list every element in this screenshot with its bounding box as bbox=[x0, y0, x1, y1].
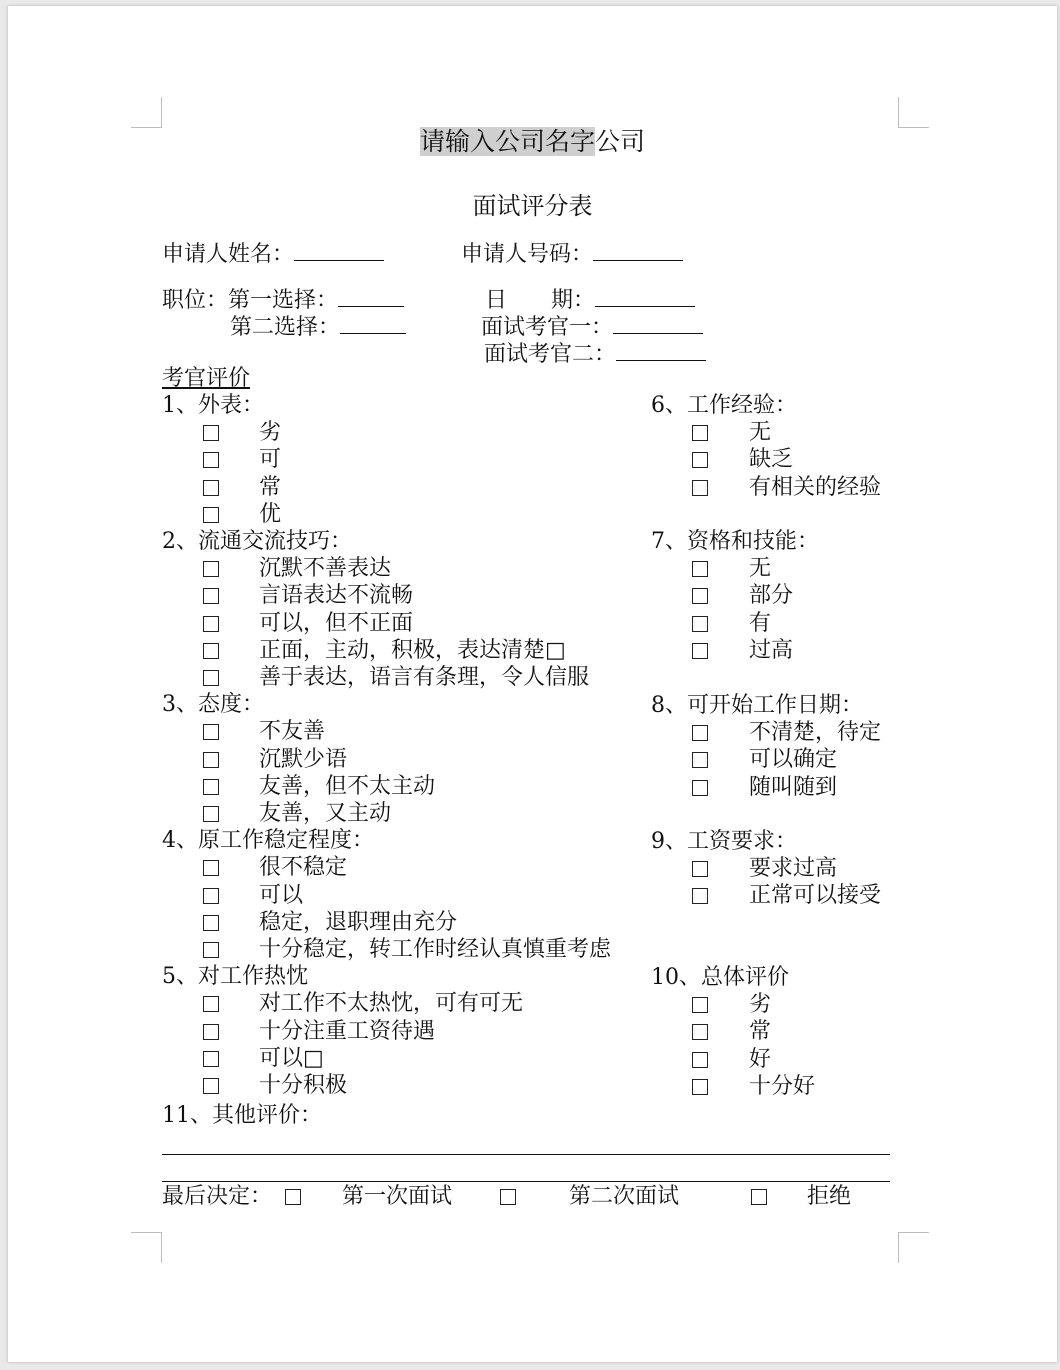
other-evaluation-line-2[interactable] bbox=[162, 1181, 890, 1182]
question-title: 2、流通交流技巧： bbox=[162, 529, 352, 554]
option-label: 友善，但不太主动 bbox=[259, 773, 436, 799]
option-checkbox[interactable] bbox=[203, 670, 219, 686]
option-checkbox[interactable] bbox=[203, 588, 219, 604]
option-checkbox[interactable] bbox=[692, 480, 708, 496]
option-label: 十分注重工资待遇 bbox=[259, 1018, 436, 1044]
option-label: 部分 bbox=[749, 583, 794, 609]
option-label: 十分积极 bbox=[259, 1073, 348, 1098]
question-title: 6、工作经验： bbox=[651, 393, 797, 418]
option-label: 沉默不善表达 bbox=[259, 556, 392, 582]
option-checkbox[interactable] bbox=[203, 1078, 219, 1094]
company-name[interactable] bbox=[8, 126, 1057, 158]
applicant-name-label: 申请人姓名： bbox=[162, 242, 295, 267]
option-label: 无 bbox=[749, 420, 772, 446]
option-checkbox[interactable] bbox=[692, 1052, 708, 1068]
option-label: 稳定，退职理由充分 bbox=[259, 909, 458, 935]
interviewer2-field[interactable] bbox=[616, 338, 706, 361]
option-checkbox[interactable] bbox=[203, 616, 219, 632]
option-checkbox[interactable] bbox=[692, 616, 708, 632]
option-label: 过高 bbox=[749, 637, 794, 663]
option-label: 十分好 bbox=[749, 1073, 816, 1099]
option-label: 正常可以接受 bbox=[749, 883, 882, 909]
question-title: 3、态度： bbox=[162, 692, 264, 718]
question-title: 1、外表： bbox=[162, 393, 264, 418]
option-checkbox[interactable] bbox=[203, 561, 219, 577]
position-first-row bbox=[162, 284, 404, 314]
option-label: 很不稳定 bbox=[259, 855, 348, 881]
option-label: 沉默少语 bbox=[259, 746, 348, 772]
option-label: 劣 bbox=[749, 992, 772, 1018]
other-evaluation-label: 11、其他评价： bbox=[162, 1103, 322, 1128]
final-option-checkbox-1[interactable] bbox=[285, 1189, 301, 1205]
option-checkbox[interactable] bbox=[203, 643, 219, 659]
second-choice-field[interactable] bbox=[340, 311, 406, 334]
interviewer1-label: 面试考官一： bbox=[481, 315, 614, 340]
option-label: 常 bbox=[749, 1019, 772, 1045]
option-checkbox[interactable] bbox=[692, 452, 708, 468]
option-label: 有 bbox=[749, 610, 772, 636]
final-decision-row bbox=[162, 1183, 272, 1210]
interviewer1-field[interactable] bbox=[613, 311, 703, 334]
applicant-name-field[interactable] bbox=[294, 238, 384, 261]
option-checkbox[interactable] bbox=[203, 860, 219, 876]
option-label: 对工作不太热忱，可有可无 bbox=[259, 991, 524, 1017]
option-label: 常 bbox=[259, 474, 282, 500]
option-label: 不清楚，待定 bbox=[749, 720, 882, 746]
crop-mark-bottom-right bbox=[898, 1232, 929, 1263]
date-row bbox=[485, 284, 695, 314]
option-label: 友善，又主动 bbox=[259, 801, 392, 826]
date-field[interactable] bbox=[595, 284, 695, 307]
option-checkbox[interactable] bbox=[203, 507, 219, 523]
applicant-name-row bbox=[162, 238, 384, 268]
company-suffix: 公司 bbox=[595, 127, 646, 156]
option-checkbox[interactable] bbox=[692, 997, 708, 1013]
interviewer1-row bbox=[481, 311, 703, 341]
crop-mark-top-right bbox=[898, 97, 929, 128]
first-choice-field[interactable] bbox=[338, 284, 404, 307]
option-label: 不友善 bbox=[259, 719, 326, 745]
crop-mark-top-left bbox=[131, 97, 162, 128]
option-label: 正面，主动，积极，表达清楚□ bbox=[259, 637, 566, 663]
applicant-number-field[interactable] bbox=[593, 238, 683, 261]
option-checkbox[interactable] bbox=[203, 996, 219, 1012]
option-label: 要求过高 bbox=[749, 856, 838, 882]
option-label: 言语表达不流畅 bbox=[259, 583, 414, 609]
crop-mark-bottom-left bbox=[131, 1232, 162, 1263]
option-checkbox[interactable] bbox=[692, 725, 708, 741]
option-checkbox[interactable] bbox=[203, 942, 219, 958]
question-title: 8、可开始工作日期： bbox=[651, 693, 863, 718]
option-label: 劣 bbox=[259, 420, 282, 446]
option-label: 十分稳定，转工作时经认真慎重考虑 bbox=[259, 937, 612, 962]
option-checkbox[interactable] bbox=[203, 779, 219, 795]
question-title: 7、资格和技能： bbox=[651, 529, 819, 554]
option-checkbox[interactable] bbox=[692, 643, 708, 659]
applicant-number-label: 申请人号码： bbox=[461, 242, 594, 267]
option-checkbox[interactable] bbox=[203, 452, 219, 468]
option-label: 无 bbox=[749, 556, 772, 582]
applicant-number-row bbox=[461, 238, 683, 268]
interviewer2-label: 面试考官二： bbox=[484, 342, 617, 367]
question-title: 4、原工作稳定程度： bbox=[162, 828, 374, 854]
option-checkbox[interactable] bbox=[203, 888, 219, 904]
final-option-checkbox-3[interactable] bbox=[751, 1189, 767, 1205]
option-label: 可以，但不正面 bbox=[259, 610, 414, 636]
option-label: 善于表达，语言有条理，令人信服 bbox=[259, 665, 590, 690]
option-label: 可以□ bbox=[259, 1045, 324, 1071]
option-checkbox[interactable] bbox=[692, 752, 708, 768]
question-title: 9、工资要求： bbox=[651, 829, 797, 854]
position-label: 职位： bbox=[162, 288, 229, 313]
option-checkbox[interactable] bbox=[203, 425, 219, 441]
option-checkbox[interactable] bbox=[692, 425, 708, 441]
option-checkbox[interactable] bbox=[692, 888, 708, 904]
option-checkbox[interactable] bbox=[203, 806, 219, 822]
interviewer2-row bbox=[484, 338, 706, 368]
question-title: 5、对工作热忱 bbox=[162, 964, 308, 990]
other-evaluation-line-1[interactable] bbox=[162, 1154, 890, 1155]
final-option-label-2: 第二次面试 bbox=[569, 1184, 680, 1209]
final-option-label-1: 第一次面试 bbox=[342, 1184, 453, 1209]
question-title: 10、总体评价 bbox=[651, 965, 789, 990]
final-option-checkbox-2[interactable] bbox=[500, 1189, 516, 1205]
option-label: 可以 bbox=[259, 882, 304, 908]
option-label: 好 bbox=[749, 1046, 772, 1072]
option-checkbox[interactable] bbox=[692, 1024, 708, 1040]
option-checkbox[interactable] bbox=[692, 861, 708, 877]
option-checkbox[interactable] bbox=[203, 724, 219, 740]
option-label: 可以确定 bbox=[749, 747, 838, 773]
option-checkbox[interactable] bbox=[203, 752, 219, 768]
option-label: 有相关的经验 bbox=[749, 474, 882, 500]
company-placeholder[interactable]: 请输入公司名字 bbox=[419, 127, 595, 156]
option-checkbox[interactable] bbox=[203, 480, 219, 496]
option-checkbox[interactable] bbox=[692, 561, 708, 577]
document-page bbox=[8, 6, 1057, 1362]
option-checkbox[interactable] bbox=[692, 1079, 708, 1095]
final-decision-label: 最后决定： bbox=[162, 1184, 273, 1209]
first-choice-label: 第一选择： bbox=[228, 288, 339, 313]
option-label: 随叫随到 bbox=[749, 774, 838, 800]
form-title: 面试评分表 bbox=[472, 192, 593, 220]
section-title: 考官评价 bbox=[162, 366, 251, 391]
date-label: 日 期： bbox=[485, 288, 596, 313]
option-checkbox[interactable] bbox=[692, 780, 708, 796]
option-checkbox[interactable] bbox=[203, 1024, 219, 1040]
second-choice-label: 第二选择： bbox=[230, 315, 341, 340]
final-option-label-3: 拒绝 bbox=[807, 1184, 852, 1209]
position-second-row bbox=[230, 311, 406, 341]
option-checkbox[interactable] bbox=[692, 588, 708, 604]
option-label: 缺乏 bbox=[749, 447, 794, 473]
option-checkbox[interactable] bbox=[203, 1051, 219, 1067]
option-label: 可 bbox=[259, 447, 282, 473]
option-label: 优 bbox=[259, 501, 282, 527]
option-checkbox[interactable] bbox=[203, 915, 219, 931]
